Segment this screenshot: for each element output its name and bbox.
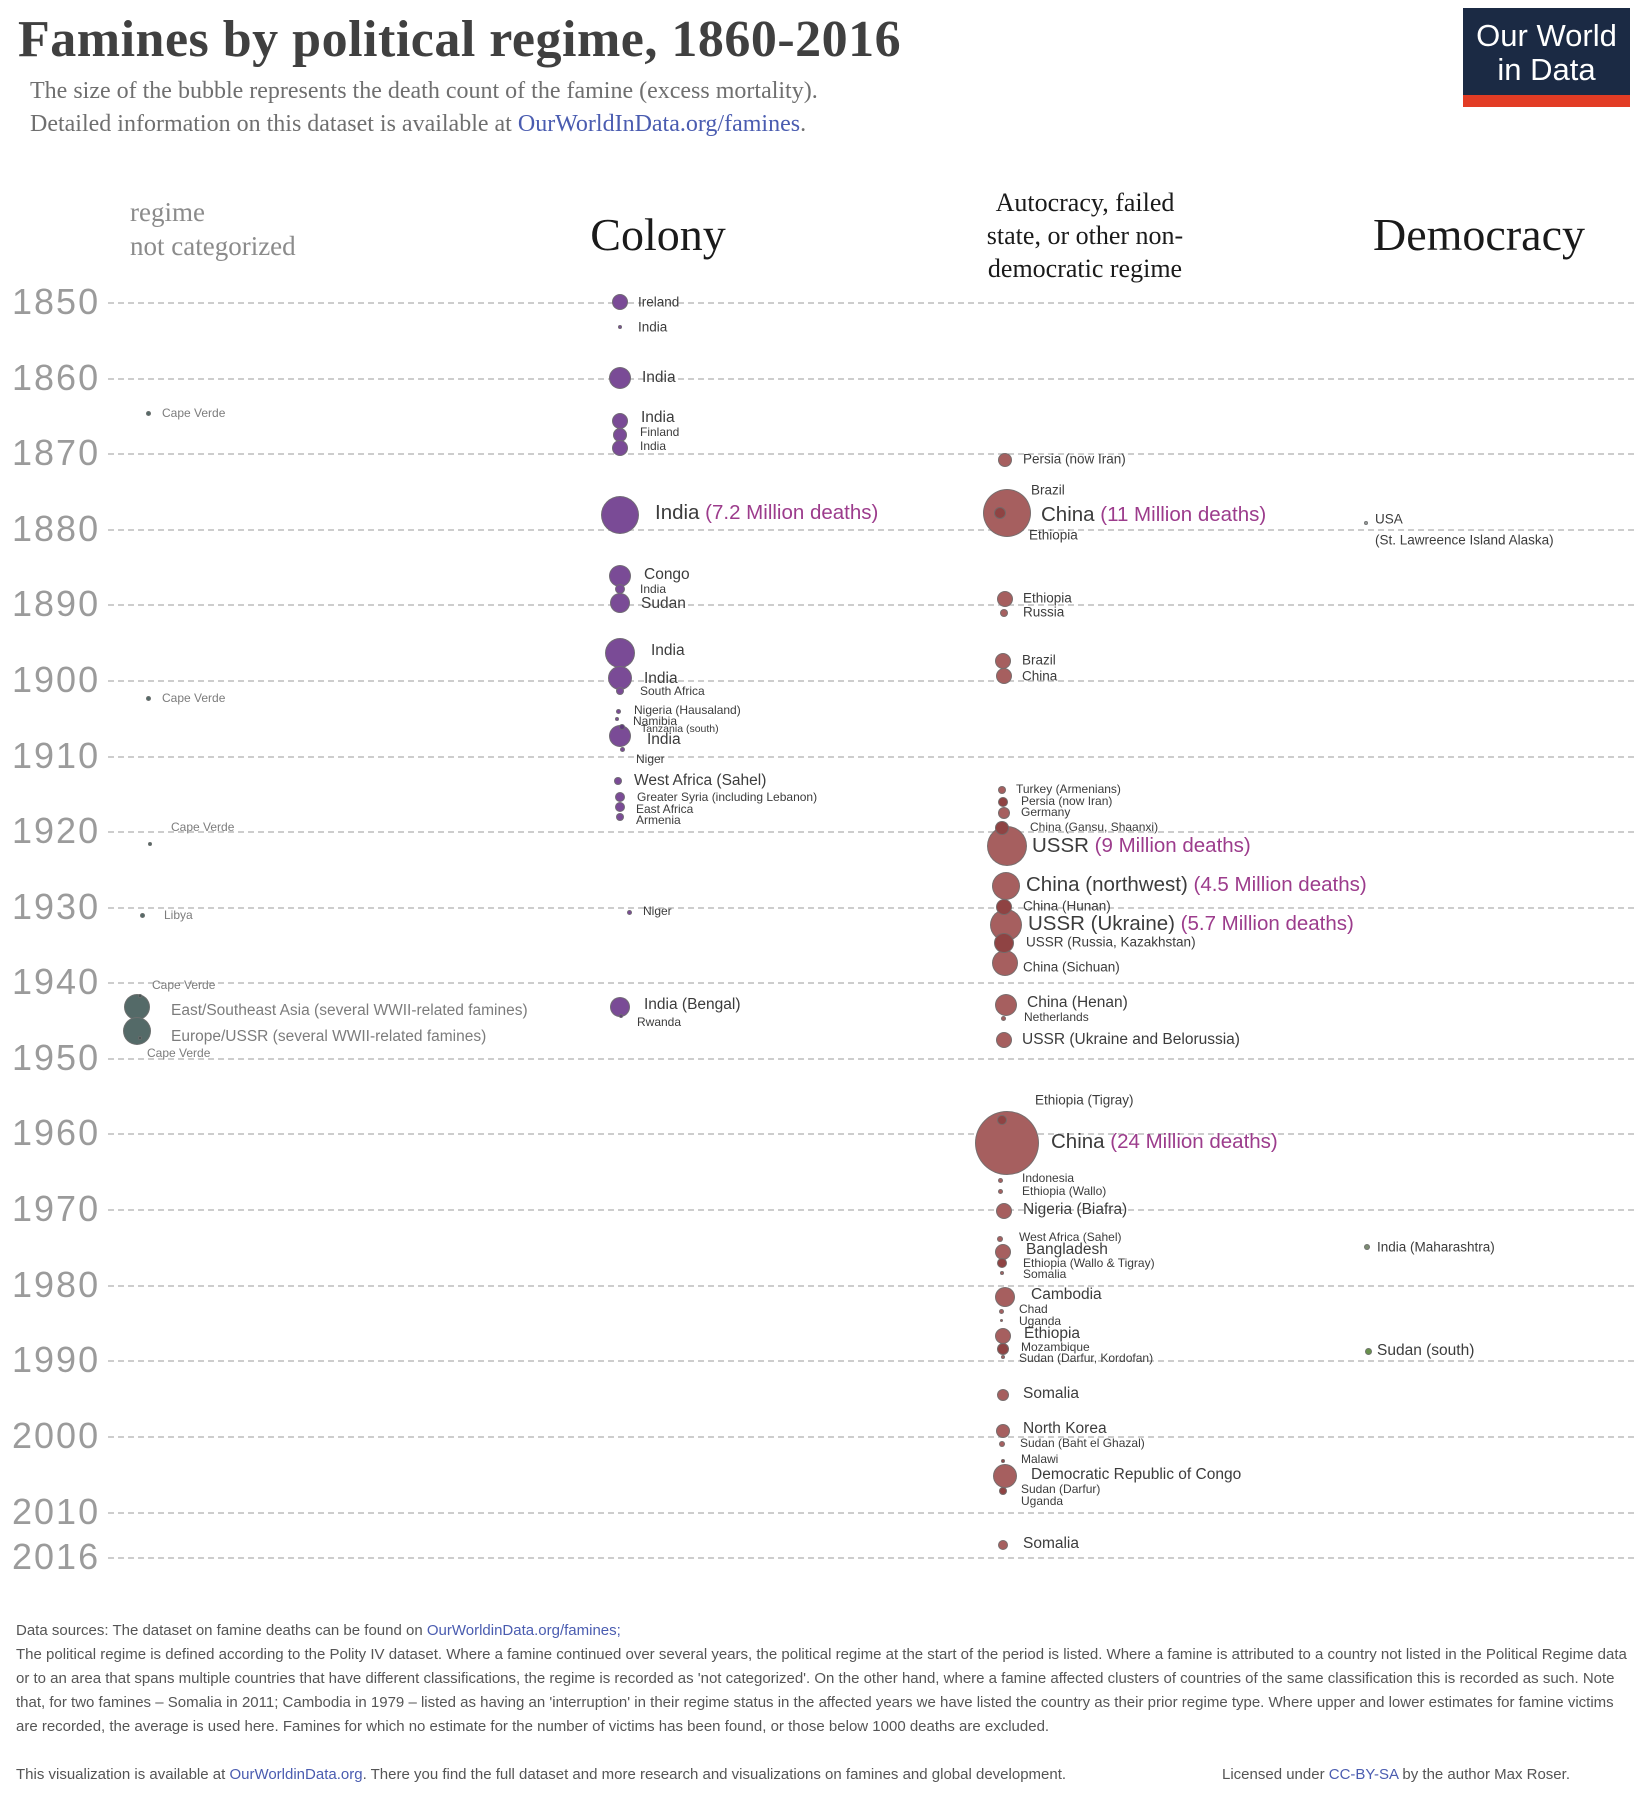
label-uncategorized-cape-verde-1947: Cape Verde (147, 1046, 211, 1060)
gridline-2016 (108, 1557, 1634, 1559)
bubble-autocracy-ethiopia-wallo-tigray-1975 (997, 1258, 1007, 1268)
footer-notes-paragraph: The political regime is defined according to the Polity IV dataset. Where a famine continued over several years, the political regime at the start of the period is listed. Where a famine is attributed to a country not listed in the Political Regime data or to an area that spans multiple countries that have different classifications, the regime is recorded as 'not categorized'. On the other hand, where a famine affected clusters of countries of the same classification this is recorded as such. Note that, for two famines – Somalia in 2011; Cambodia in 1979 – listed as having an 'interruption' in their regime status in the affected years we have listed the country as their prior regime type. Where upper and lower estimates for famine victims are recorded, the average is used here. Famines for which no estimate for the number of victims has been found, or those below 1000 deaths are excluded. (16, 1646, 1627, 1735)
bubble-uncategorized-cape-verde-1941 (138, 994, 142, 998)
footer-datasources (16, 1622, 621, 1639)
bubble-colony-south-africa-1901 (616, 687, 624, 695)
label-autocracy-ussr-1921: USSR (9 Million deaths) (1032, 834, 1251, 857)
bubble-colony-india-1866 (612, 413, 628, 429)
label-colony-sudan-1890: Sudan (641, 595, 686, 612)
label-autocracy-ethiopia-1984: Ethiopia (1024, 1325, 1081, 1342)
label-autocracy-ussr-russia-kazakhstan-1933: USSR (Russia, Kazakhstan) (1026, 934, 1196, 950)
column-header-not-categorized (130, 195, 296, 263)
label-colony-india-1877: India (7.2 Million deaths) (655, 501, 879, 524)
bubble-uncategorized-cape-verde-1947 (138, 1036, 142, 1040)
label-autocracy-malawi-2001: Malawi (1021, 1452, 1059, 1466)
page-title: Famines by political regime, 1860-2016 (18, 11, 902, 68)
bubble-autocracy-north-korea-1997 (996, 1424, 1010, 1438)
bubble-colony-niger-1931 (627, 910, 632, 915)
uncat-header-line1: regime (130, 197, 205, 227)
datasources-prefix: Data sources: The dataset on famine deaths can be found on (16, 1622, 427, 1639)
bubble-autocracy-china-northwest-1928 (992, 872, 1020, 900)
bubble-autocracy-china-gansu-shaanxi-1920 (995, 821, 1009, 835)
year-label-1950: 1950 (12, 1037, 101, 1078)
bubble-autocracy-chad-1981 (999, 1309, 1004, 1314)
bubble-autocracy-china-1900 (996, 668, 1012, 684)
bubble-uncategorized-cape-verde-1865 (146, 411, 151, 416)
license-prefix: Licensed under (1222, 1766, 1329, 1783)
label-autocracy-ethiopia-wallo-tigray-1975: Ethiopia (Wallo & Tigray) (1023, 1256, 1155, 1270)
year-label-1920: 1920 (12, 810, 101, 851)
bubble-colony-india-1869 (612, 440, 628, 456)
bubble-autocracy-brazil-1898 (995, 653, 1011, 669)
bubble-autocracy-somalia-2011 (998, 1540, 1008, 1550)
label-uncategorized-east-southeast-asia-several-wwii-related-famines-1943: East/Southeast Asia (several WWII-related famines) (171, 1002, 528, 1019)
label-autocracy-china-sichuan-1936: China (Sichuan) (1023, 959, 1120, 975)
label-autocracy-sudan-darfur-kordofan-1987: Sudan (Darfur, Kordofan) (1019, 1351, 1154, 1365)
label-colony-india-1866: India (641, 409, 675, 426)
gridline-1890 (108, 604, 1634, 606)
label-autocracy-persia-now-iran-1917: Persia (now Iran) (1021, 794, 1113, 808)
bubble-autocracy-ethiopia-wallo-1965 (998, 1189, 1003, 1194)
bubble-colony-east-africa-1917 (615, 802, 625, 812)
bubble-colony-india-1877 (601, 496, 639, 534)
label-autocracy-turkey-armenians-1915: Turkey (Armenians) (1016, 782, 1121, 796)
gridline-2010 (108, 1512, 1634, 1514)
gridline-1910 (108, 756, 1634, 758)
bubble-colony-niger-1911 (620, 747, 625, 752)
label-colony-south-africa-1901: South Africa (640, 684, 705, 698)
column-header-democracy: Democracy (1373, 209, 1585, 260)
label-autocracy-indonesia-1963: Indonesia (1022, 1171, 1075, 1185)
bubble-colony-sudan-1890 (610, 593, 630, 613)
autocracy-header-line2: state, or other non- (986, 221, 1184, 250)
bubble-autocracy-persia-now-iran-1917 (998, 797, 1008, 807)
label-autocracy-germany-1918: Germany (1021, 805, 1071, 819)
label-autocracy-cambodia-1979: Cambodia (1031, 1286, 1102, 1303)
subtitle-suffix: . (800, 111, 807, 137)
year-label-2010: 2010 (12, 1491, 101, 1532)
label-colony-greater-syria-including-lebanon-1916: Greater Syria (including Lebanon) (637, 790, 818, 804)
label-colony-india-1889: India (640, 582, 667, 596)
footer-availability (16, 1766, 1066, 1783)
bubble-autocracy-brazil-1877 (994, 507, 1006, 519)
bubble-autocracy-somalia-1976 (1000, 1271, 1004, 1275)
bubble-autocracy-turkey-armenians-1915 (998, 786, 1006, 794)
bubble-autocracy-ethiopia-1890 (997, 591, 1013, 607)
availability-suffix: . There you find the full dataset and more research and visualizations on famines and global development. (362, 1766, 1067, 1783)
label-colony-india-1853: India (638, 319, 668, 335)
bubble-autocracy-ethiopia-1984 (995, 1328, 1011, 1344)
gridline-1950 (108, 1058, 1634, 1060)
label-colony-niger-1931: Niger (643, 904, 672, 918)
label-autocracy-ussr-ukraine-1932: USSR (Ukraine) (5.7 Million deaths) (1028, 912, 1354, 935)
label-democracy-sudan-south-1988: Sudan (south) (1377, 1342, 1475, 1359)
gridline-1850 (108, 302, 1634, 304)
label-autocracy-nigeria-biafra-1968: Nigeria (Biafra) (1023, 1201, 1128, 1218)
label-autocracy-brazil-1877: Brazil (1031, 482, 1065, 498)
bubble-autocracy-sudan-darfur-kordofan-1987 (1001, 1355, 1005, 1359)
label-colony-india-bengal-1943: India (Bengal) (644, 996, 741, 1013)
bubble-autocracy-mozambique-1985 (997, 1343, 1009, 1355)
license-link[interactable]: CC-BY-SA (1328, 1766, 1399, 1783)
owid-logo[interactable] (1463, 8, 1630, 107)
year-label-1850: 1850 (12, 281, 101, 322)
footer-license (1222, 1766, 1570, 1783)
label-autocracy-china-gansu-shaanxi-1920: China (Gansu, Shaanxi) (1030, 820, 1159, 834)
label-autocracy-ethiopia-tigray-1958: Ethiopia (Tigray) (1035, 1092, 1134, 1108)
label-autocracy-china-1960: China (24 Million deaths) (1051, 1130, 1278, 1153)
bubble-autocracy-malawi-2001 (1001, 1459, 1005, 1463)
datasources-link[interactable]: OurWorldinData.org/famines; (426, 1622, 621, 1639)
label-autocracy-chad-1981: Chad (1019, 1302, 1048, 1316)
bubble-autocracy-persia-now-iran-1871 (998, 453, 1012, 467)
owid-logo-line2: in Data (1497, 52, 1596, 87)
gridline-1880 (108, 529, 1634, 531)
label-autocracy-china-hunan-1929: China (Hunan) (1023, 898, 1111, 914)
label-autocracy-brazil-1898: Brazil (1022, 652, 1056, 668)
bubble-autocracy-ethiopia-tigray-1958 (997, 1115, 1007, 1125)
label-autocracy-north-korea-1997: North Korea (1023, 1420, 1107, 1437)
label2-democracy-usa-1878: (St. Lawreence Island Alaska) (1375, 532, 1554, 548)
owid-site-link[interactable]: OurWorldinData.org (229, 1766, 363, 1783)
label-colony-west-africa-sahel-1914: West Africa (Sahel) (634, 772, 767, 789)
bubble-colony-west-africa-sahel-1914 (614, 777, 622, 785)
gridline-1920 (108, 831, 1634, 833)
label-uncategorized-cape-verde-1941: Cape Verde (152, 978, 216, 992)
label-autocracy-ethiopia-1890: Ethiopia (1023, 590, 1072, 606)
label-autocracy-ethiopia-wallo-1965: Ethiopia (Wallo) (1022, 1184, 1107, 1198)
bubble-colony-armenia-1919 (616, 813, 624, 821)
label-democracy-usa-1878: USA (1375, 511, 1403, 527)
label-colony-finland-1868: Finland (640, 425, 680, 439)
gridline-1980 (108, 1285, 1634, 1287)
bubble-autocracy-indonesia-1963 (998, 1178, 1003, 1183)
bubble-autocracy-cambodia-1979 (995, 1287, 1015, 1307)
gridline-1930 (108, 907, 1634, 909)
year-label-1890: 1890 (12, 583, 101, 624)
label-autocracy-somalia-2011: Somalia (1023, 1535, 1079, 1552)
bubble-uncategorized-europe-ussr-several-wwii-related-famines-1945 (123, 1017, 151, 1045)
bubble-uncategorized-libya-1931 (140, 913, 145, 918)
bubble-autocracy-netherlands-1944 (1001, 1016, 1006, 1021)
label-autocracy-china-henan-1942: China (Henan) (1027, 994, 1128, 1011)
label-autocracy-uganda-2005: Uganda (1021, 1494, 1064, 1508)
label-autocracy-china-northwest-1928: China (northwest) (4.5 Million deaths) (1026, 873, 1367, 896)
label-autocracy-mozambique-1985: Mozambique (1021, 1340, 1090, 1354)
label-colony-ireland-1850: Ireland (638, 294, 680, 310)
label-autocracy-democratic-republic-of-congo-2002: Democratic Republic of Congo (1031, 1466, 1242, 1483)
bubble-uncategorized-cape-verde-1920 (148, 842, 152, 846)
label-uncategorized-europe-ussr-several-wwii-related-famines-1945: Europe/USSR (several WWII-related famines) (171, 1028, 487, 1045)
bubble-autocracy-china-sichuan-1936 (992, 950, 1018, 976)
label-uncategorized-cape-verde-1920: Cape Verde (171, 820, 235, 834)
year-label-2000: 2000 (12, 1415, 101, 1456)
label-autocracy-somalia-1976: Somalia (1023, 1267, 1067, 1281)
subtitle-line1: The size of the bubble represents the death count of the famine (excess mortality). (30, 78, 818, 104)
label-uncategorized-cape-verde-1902: Cape Verde (162, 691, 226, 705)
year-label-1860: 1860 (12, 357, 101, 398)
label-colony-namibia-1906: Namibia (633, 714, 678, 728)
label-autocracy-netherlands-1944: Netherlands (1024, 1010, 1089, 1024)
label-uncategorized-libya-1931: Libya (164, 908, 193, 922)
year-label-1980: 1980 (12, 1264, 101, 1305)
bubble-autocracy-nigeria-biafra-1968 (996, 1203, 1012, 1219)
year-label-1960: 1960 (12, 1112, 101, 1153)
label-colony-india-1908: India (647, 731, 681, 748)
year-label-2016: 2016 (12, 1536, 101, 1577)
year-label-1900: 1900 (12, 659, 101, 700)
bubble-democracy-usa-1878 (1364, 521, 1368, 525)
label-colony-nigeria-hausaland-1905: Nigeria (Hausaland) (634, 703, 741, 717)
label-colony-india-1861: India (642, 369, 676, 386)
label-colony-india-1900: India (644, 670, 678, 687)
autocracy-header-line1: Autocracy, failed (995, 188, 1175, 217)
bubble-colony-ireland-1850 (612, 294, 628, 310)
label-uncategorized-cape-verde-1865: Cape Verde (162, 406, 226, 420)
year-label-1910: 1910 (12, 735, 101, 776)
owid-logo-line1: Our World (1476, 18, 1617, 53)
dataset-link[interactable]: OurWorldInData.org/famines (517, 111, 801, 137)
year-label-1930: 1930 (12, 886, 101, 927)
bubble-autocracy-china-hunan-1929 (996, 899, 1012, 915)
autocracy-header-line3: democratic regime (987, 254, 1183, 283)
label-colony-india-1869: India (640, 439, 667, 453)
bubble-colony-india-1861 (609, 367, 631, 389)
bubble-autocracy-china-henan-1942 (995, 994, 1017, 1016)
gridline-2000 (108, 1436, 1634, 1438)
bubble-autocracy-somalia-1992 (997, 1389, 1009, 1401)
bubble-autocracy-uganda-1982 (1000, 1319, 1003, 1322)
gridline-1940 (108, 982, 1634, 984)
label-autocracy-sudan-darfur-2004: Sudan (Darfur) (1021, 1482, 1101, 1496)
label-colony-india-1897: India (651, 642, 685, 659)
gridline-1900 (108, 680, 1634, 682)
bubble-autocracy-sudan-baht-el-ghazal-1998 (999, 1441, 1005, 1447)
bubble-autocracy-sudan-darfur-2004 (999, 1487, 1007, 1495)
label-autocracy-west-africa-sahel-1972: West Africa (Sahel) (1019, 1230, 1122, 1244)
column-header-colony: Colony (590, 209, 726, 260)
gridline-1960 (108, 1133, 1634, 1135)
bubble-uncategorized-cape-verde-1902 (146, 696, 151, 701)
bubble-autocracy-west-africa-sahel-1972 (997, 1236, 1003, 1242)
bubble-democracy-india-maharashtra-1973 (1364, 1244, 1370, 1250)
bubble-colony-india-1897 (605, 638, 635, 668)
bubble-colony-tanzania-south-1907 (619, 724, 625, 730)
bubble-colony-india-1853 (618, 325, 622, 329)
availability-prefix: This visualization is available at (16, 1766, 230, 1783)
label-colony-tanzania-south-1907: Tanzania (south) (641, 723, 719, 735)
bubble-colony-greater-syria-including-lebanon-1916 (615, 792, 625, 802)
gridline-1990 (108, 1360, 1634, 1362)
owid-logo-redbar (1463, 95, 1630, 107)
label-colony-east-africa-1917: East Africa (636, 802, 694, 816)
label-autocracy-russia-1892: Russia (1023, 604, 1065, 620)
subtitle-prefix: Detailed information on this dataset is available at (30, 111, 518, 137)
bubble-autocracy-ussr-ukraine-and-belorussia-1946 (996, 1032, 1012, 1048)
bubble-autocracy-germany-1918 (998, 807, 1010, 819)
uncat-header-line2: not categorized (130, 231, 296, 261)
bubble-colony-nigeria-hausaland-1905 (616, 709, 621, 714)
bubble-democracy-sudan-south-1988 (1365, 1348, 1372, 1355)
year-label-1940: 1940 (12, 961, 101, 1002)
year-label-1880: 1880 (12, 508, 101, 549)
label-colony-niger-1911: Niger (636, 752, 665, 766)
label-autocracy-somalia-1992: Somalia (1023, 1385, 1079, 1402)
bubble-colony-rwanda-1944 (619, 1014, 623, 1018)
license-suffix: by the author Max Roser. (1398, 1766, 1570, 1783)
label-autocracy-ussr-ukraine-and-belorussia-1946: USSR (Ukraine and Belorussia) (1022, 1031, 1240, 1048)
label-autocracy-persia-now-iran-1871: Persia (now Iran) (1023, 451, 1126, 467)
label-democracy-india-maharashtra-1973: India (Maharashtra) (1377, 1239, 1495, 1255)
label-colony-armenia-1919: Armenia (636, 813, 681, 827)
bubble-autocracy-china-1877 (983, 489, 1031, 537)
label-colony-congo-1888: Congo (644, 566, 690, 583)
bubble-autocracy-ussr-russia-kazakhstan-1933 (994, 933, 1014, 953)
subtitle-line2 (30, 111, 806, 138)
column-header-autocracy (925, 186, 1245, 285)
label-autocracy-ethiopia-1878: Ethiopia (1029, 527, 1078, 543)
bubble-autocracy-russia-1892 (1000, 609, 1008, 617)
label-autocracy-sudan-baht-el-ghazal-1998: Sudan (Baht el Ghazal) (1020, 1436, 1145, 1450)
gridline-1970 (108, 1209, 1634, 1211)
gridline-1860 (108, 378, 1634, 380)
label-colony-rwanda-1944: Rwanda (637, 1015, 682, 1029)
bubble-autocracy-democratic-republic-of-congo-2002 (993, 1464, 1017, 1488)
label-autocracy-uganda-1982: Uganda (1019, 1314, 1062, 1328)
year-label-1990: 1990 (12, 1339, 101, 1380)
year-label-1970: 1970 (12, 1188, 101, 1229)
label-autocracy-china-1900: China (1022, 668, 1058, 684)
label-autocracy-bangladesh-1974: Bangladesh (1026, 1241, 1108, 1258)
year-label-1870: 1870 (12, 432, 101, 473)
label-autocracy-china-1877: China (11 Million deaths) (1041, 503, 1267, 526)
gridline-1870 (108, 453, 1634, 455)
bubble-colony-namibia-1906 (615, 717, 619, 721)
bubble-autocracy-china-1960 (975, 1111, 1039, 1175)
